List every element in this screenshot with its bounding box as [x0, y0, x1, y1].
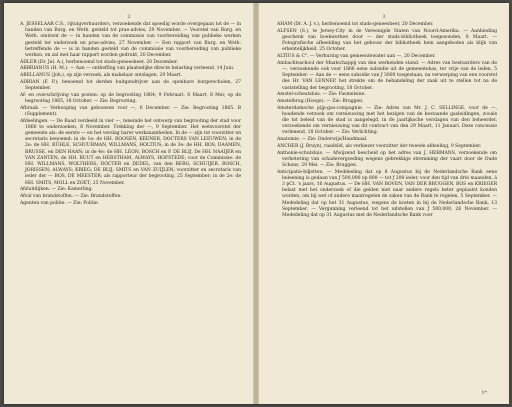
- left-page-number: 2: [127, 14, 131, 20]
- index-entry: Afsluitdijken. — Zie: Kamerling.: [20, 187, 93, 193]
- index-entry: ALTIUS & C°. — Verhuring van gemeentewater aan —, 20 December.: [277, 54, 436, 60]
- index-entry: ANCHER (J. Bruyn), raadslid, als verkiezer voorzitter der tweede afdeeling, 9 September.: [277, 143, 482, 149]
- book-spread: [4, 3, 508, 404]
- left-page: [4, 3, 255, 404]
- index-entry: Ambachtsschool der Maatschappij van den werkenden stand. — Adres van bestuurders van de —, verzoekende ook voor 1866 eene subsidie uit de gemeentekas, ter vrije van de leden, 5 September. — Aan de — eene subsidie van ƒ 3000 toegestaan, na verwerping van een voorstel des Hr. VAN LENNEP, het strekte om de behandeling der zaak uit te stellen tot na de vaststelling der begrooting, 18 October.: [277, 60, 497, 91]
- signature-mark: 1*: [481, 390, 487, 396]
- index-entry: Af- en overschrijving van posten: op de begrooting 1864; 9 Februari, 6 Maart, 8 Mei; op de begrooting 1865, 18 October. — Zie: Begrooting.: [20, 92, 241, 104]
- index-entry: Amstelbrug (Hooge). — Zie: Bruggen.: [277, 98, 364, 104]
- left-page-column: [20, 22, 241, 207]
- index-entry: A. JESSELAAR C.S., rijtuigverhuurders, verzoekende dat spoedig worde overgegaan tot de — in handen van Burg. en Weth. gesteld tot prae-advies, 29 November. — Voorstel van Burg. en Weth. omtrent de — in handen van de commissie van voorbereiding van publieke werken gesteld ter onderzoek en prae-advies, 27 November. — Een rapport van Burg. en Weth. betreffende de — is in handen gesteld van de commissie van voorbereiding van publieke werken, en zal met haar rapport worden gedrukt, 20 December.: [20, 22, 241, 59]
- index-entry: Afbraak. — Verkooping van gebouwen voor —, 6 December. — Zie: Begrooting 1865. B (Supplement).: [20, 105, 241, 117]
- index-entry: ALFSEN (S.), te Jersey-City in de Vereenigde Staten van Noord-Amerika. — Aanbieding geschenk van boekwerken door — der stads-bibliotheek toegezonden, 8 Maart. — Fotografische afbeelding van het gebouw der bibliotheek hem aangeboden als blijk van erkentelijkheid, 25 October.: [277, 28, 497, 53]
- index-entry: ADLER (Dr. Jul. A.), herbenoemd tot stads-geneesheer, 20 December.: [20, 59, 178, 65]
- index-entry: Anthonie-schutsluis. — Afwijzend bescheid op het adres van J. HERMANS, verzoekende om verbetering van schadevergoeding wegens gebrekkige stremming der vaart door de Oude Schans, 29 Mei. — Zie: Bruggen.: [277, 150, 497, 168]
- index-entry: Agenten van politie. — Zie: Politie.: [20, 200, 100, 206]
- index-entry: Afdeelingen. — De Raad verdeeld in vier —, teneinde het ontwerp van begrooting der stad voor 1866 te onderzoeken, 8 November. Trekking der —, 9 September. Het wetsvoorstel der gemeente als: de eerste — en het verslag harer werkzaamheden. In de — zijn tot voorzitter en secretaris benoemd: in de 1e: de HH. ROOSEN, KEENER, DOCTERS VAN LEEUWEN; in de 2e: de HH. RÜHLE, SCHUURMAN, WILLMANS, HOLTIUS; in de 3e: de HH. BOS, DAAMEN, BRUSSE, en DEN HAAN; in de 4e: de HH. LÉON, BOSCH en P. DE BLIJ. De HH. NAAIJER en VAN ZANTEN; de HH. RUUT en HERSTHAM, ALWAYS, HOFSTEDE; voor de Commissie: de HH. WILLMANS, WOLTHERS; DOCTER en DEDEL, van den BERG, SCHUIJER, BOSCH, JORISSEN; ALWAYS; KRIEG; DE BLIJ; SMITS en VAN ZUIJLEN; voorzitter en secretaris van ieder der — BOS, DE MEESTER; als rapporteur der begrooting, 25 September; in de 2e: de HH. SMITS, MOLL en ZOET; 25 November.: [20, 118, 241, 186]
- index-entry: ABBRIANUS (H. M.). — Aan — ontheffing van plaatselijke directe belasting verleend, 14 Juni.: [20, 66, 235, 72]
- index-entry: Amsterdamsche pijp-gas-compagnie. — Zie: Adres van Mr. J. C. SELLINGE, voor de —, houdende verzoek om vernieuwing met het bezigen van de bestaande gasleidingen, zooals die tot beleid van de stad is aangelegd, in de jaarlijksche verslagen van den beheerder, verzoekende om vernieuwing van dit contract van den 29 Maart, 11 Januari. Deze concessie verlenend, 18 October. — Zie: Verlichting.: [277, 105, 497, 136]
- index-entry: Anatomie. — Zie: Onderwijs/Handmaal.: [277, 137, 368, 143]
- right-page-number: 3: [382, 14, 386, 20]
- index-entry: AHAM (Dr. A. J. v.), herbenoemd tot stads-geneesheer, 20 December.: [277, 22, 434, 27]
- index-entry: Afval van brandstoffen. — Zie: Brandstoffen.: [20, 193, 122, 199]
- index-entry: Anticipatie-biljetten. — Meddeeling dat op 8 Augustus bij de Nederlandsche Bank eene beleening is gedaan van ƒ 500,000 op 800 — tot ƒ 200 ieder, voor den tijd van drie maanden, à 3 pCt. 's jaars, 16 Augustus. — De HH. VAN BOVEN, VAN DER BRUGGEN, BOS en KRIEGER belast met het onderzoek of die gelden niet naar andere regels beter geplaatst konden worden, om bij wet of andere maatregelen de zaken van de Bank te regelen, 5 September. — Mededeling dat op het 31 Augustus, wegens de kosten in bij de Nederlandsche Bank, 13 September. — Vergunning verleend tot het uitstellen van ƒ 500,000, 26 November. — Mededeling dat op 31 Augustus met de Nederlandsche Bank voor: [277, 169, 497, 219]
- index-entry: ABELLANUS (Joh.), op zijn verzoek, als makelaar ontslagen, 29 Maart.: [20, 73, 183, 79]
- right-page-column: [277, 22, 497, 220]
- index-entry: Amstel-scheutsluis. — Zie: Fasmelsine.: [277, 92, 366, 98]
- index-entry: ADRIAN (F. P.); benoemd tot derden buitgendrijver aan de openbare burgerscholen, 27 September.: [20, 79, 241, 92]
- right-page: [258, 3, 509, 404]
